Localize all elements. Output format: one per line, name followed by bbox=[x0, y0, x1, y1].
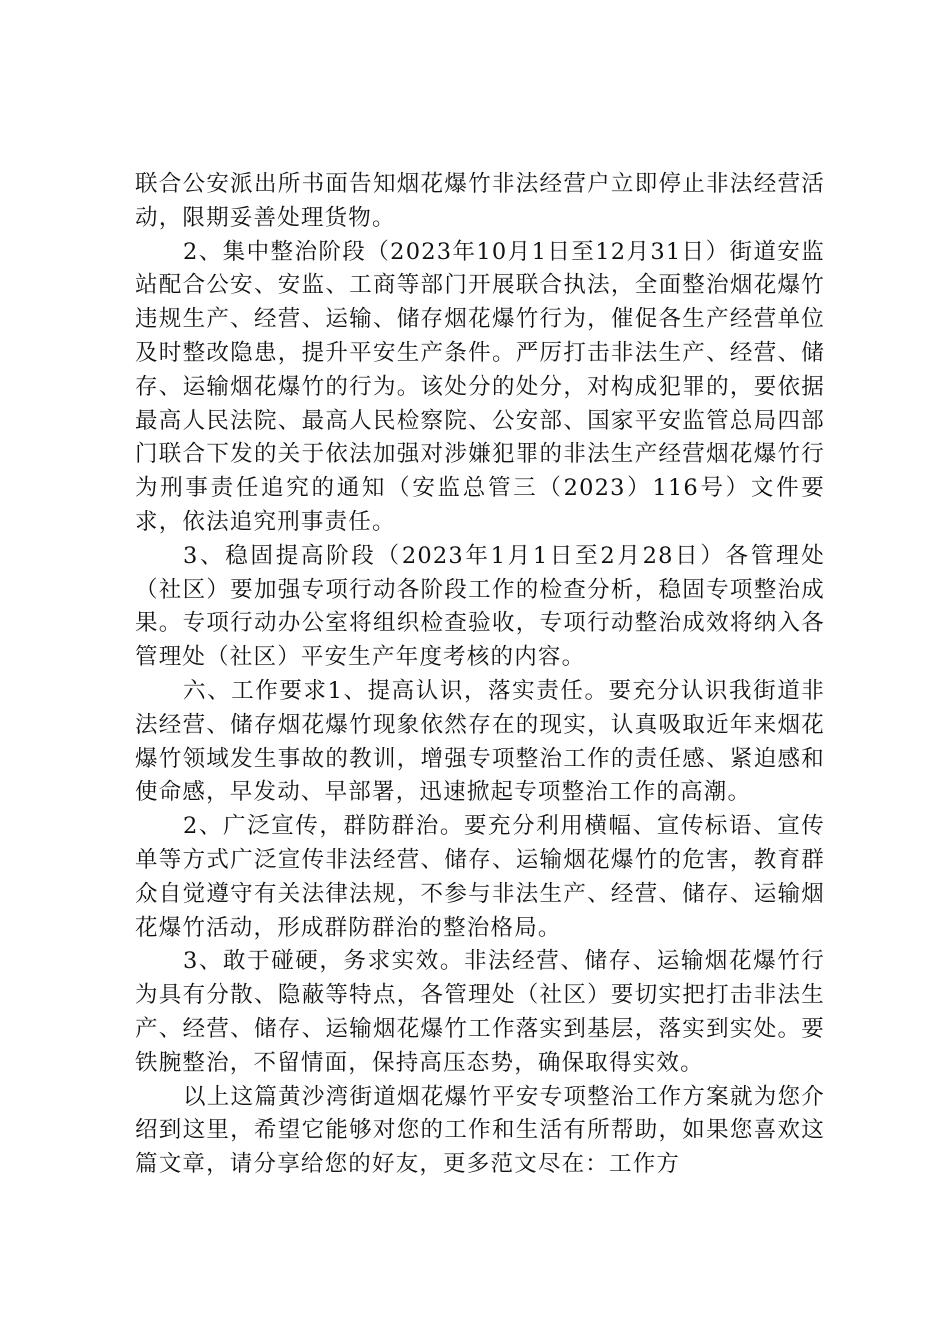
document-body bbox=[135, 168, 825, 1182]
paragraph-centralized-rectification: 2、集中整治阶段（2023年10月1日至12月31日）街道安监站配合公安、安监、工商等部门开展联合执法，全面整治烟花爆竹违规生产、经营、运输、储存烟花爆竹行为，催促各生产经营单位及时整改隐患，提升平安生产条件。严厉打击非法生产、经营、储存、运输烟花爆竹的行为。该处分的处分，对构成犯罪的，要依据最高人民法院、最高人民检察院、公安部、国家平安监管总局四部门联合下发的关于依法加强对涉嫌犯罪的非法生产经营烟花爆竹行为刑事责任追究的通知（安监总管三（2023）116号）文件要求，依法追究刑事责任。 bbox=[135, 238, 825, 535]
paragraph-work-requirements: 六、工作要求1、提高认识，落实责任。要充分认识我街道非法经营、储存烟花爆竹现象依然存在的现实，认真吸取近年来烟花爆竹领域发生事故的教训，增强专项整治工作的责任感、紧迫感和使命感，早发动、早部署，迅速掀起专项整治工作的高潮。 bbox=[135, 677, 825, 806]
paragraph-publicity: 2、广泛宣传，群防群治。要充分利用横幅、宣传标语、宣传单等方式广泛宣传非法经营、储存、运输烟花爆竹的危害，教育群众自觉遵守有关法律法规，不参与非法生产、经营、储存、运输烟花爆竹活动，形成群防群治的整治格局。 bbox=[135, 813, 825, 941]
paragraph-continuation: 联合公安派出所书面告知烟花爆竹非法经营户立即停止非法经营活动，限期妥善处理货物。 bbox=[135, 171, 825, 231]
paragraph-enforcement: 3、敢于碰硬，务求实效。非法经营、储存、运输烟花爆竹行为具有分散、隐蔽等特点，各管理处（社区）要切实把打击非法生产、经营、储存、运输烟花爆竹工作落实到基层，落实到实处。要铁腕整治，不留情面，保持高压态势，确保取得实效。 bbox=[135, 948, 825, 1076]
paragraph-consolidation-stage: 3、稳固提高阶段（2023年1月1日至2月28日）各管理处（社区）要加强专项行动各阶段工作的检查分析，稳固专项整治成果。专项行动办公室将组织检查验收，专项行动整治成效将纳入各管理处（社区）平安生产年度考核的内容。 bbox=[135, 542, 825, 671]
paragraph-closing: 以上这篇黄沙湾街道烟花爆竹平安专项整治工作方案就为您介绍到这里，希望它能够对您的工作和生活有所帮助，如果您喜欢这篇文章，请分享给您的好友，更多范文尽在：工作方 bbox=[135, 1083, 825, 1178]
